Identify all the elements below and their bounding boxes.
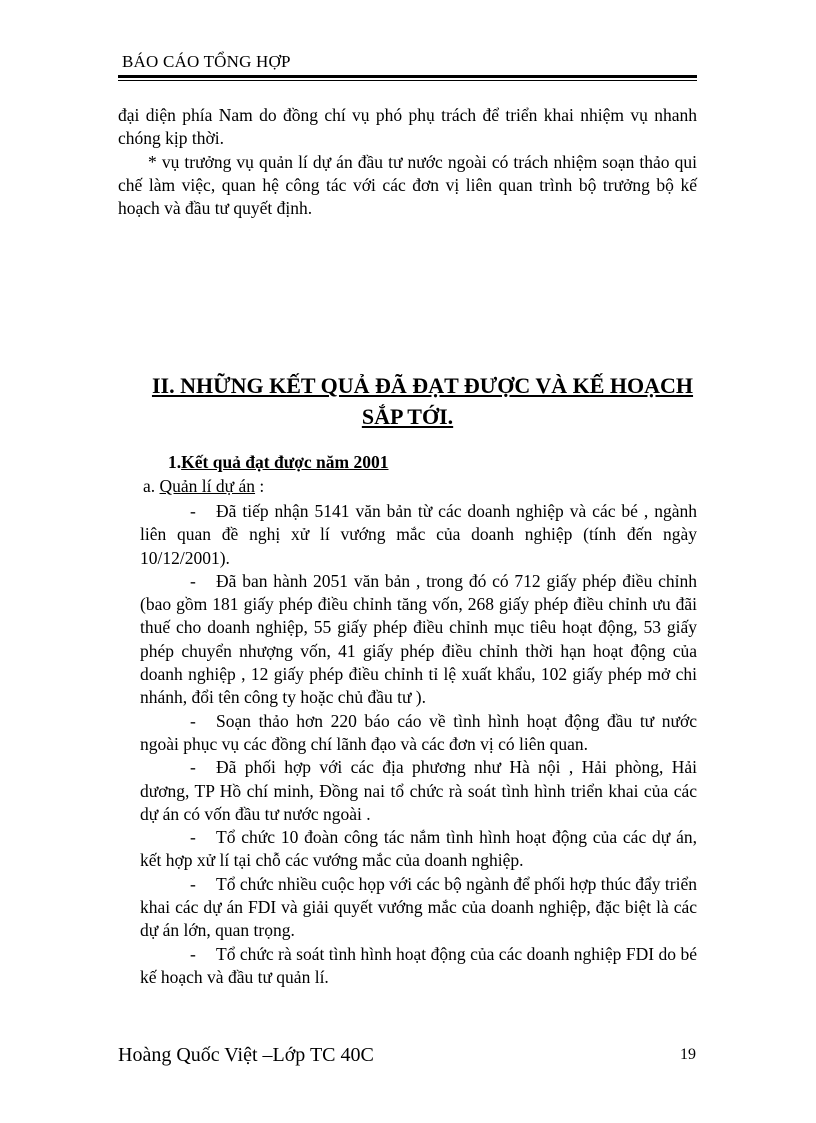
list-item [140, 756, 697, 826]
section-heading [118, 370, 697, 432]
section-heading-line-2: SẮP TỚI. [361, 404, 454, 429]
list-item [140, 943, 697, 990]
item-label-prefix: a. [143, 476, 160, 496]
list-item [140, 826, 697, 873]
page-number: 19 [680, 1046, 696, 1063]
section-heading-line-1: II. NHỮNG KẾT QUẢ ĐÃ ĐẠT ĐƯỢC VÀ KẾ HOẠCH [151, 373, 694, 398]
list-item [140, 570, 697, 710]
bullet-text: Tổ chức nhiều cuộc họp với các bộ ngành để phối hợp thúc đẩy triển khai các dự án FDI và giải quyết vướng mắc của doanh nghiệp, đặc biệt là các dự án lớn, quan trọng. [140, 873, 697, 941]
bullet-text: Tổ chức rà soát tình hình hoạt động của các doanh nghiệp FDI do bé kế hoạch và đầu tư quản lí. [140, 943, 697, 987]
intro-paragraph-1: đại diện phía Nam do đồng chí vụ phó phụ trách để triển khai nhiệm vụ nhanh chóng kịp thời. [118, 105, 697, 149]
header-rule-thin [118, 80, 697, 81]
bullet-dash: - [190, 501, 196, 521]
item-label-suffix: : [255, 476, 265, 496]
list-item [140, 710, 697, 757]
bullet-dash: - [190, 943, 196, 964]
bullet-dash: - [190, 757, 196, 778]
list-item [140, 873, 697, 943]
bullet-dash: - [190, 873, 196, 894]
bullet-text: Đã ban hành 2051 văn bản , trong đó có 712 giấy phép điều chỉnh (bao gồm 181 giấy phép điều chỉnh tăng vốn, 268 giấy phép điều chỉnh ưu đãi thuế cho doanh nghiệp, 55 giấy phép điều chỉnh mục tiêu hoạt động, 53 giấy phép chuyển nhượng vốn, 41 giấy phép điều chỉnh thời hạn hoạt động của doanh nghiệp , 12 giấy phép điều chỉnh tỉ lệ xuất khẩu, 102 giấy phép mở chi nhánh, đổi tên công ty hoặc chủ đầu tư ). [140, 570, 697, 708]
bullet-dash: - [190, 827, 196, 848]
sub-heading-title: Kết quả đạt được năm 2001 [181, 452, 389, 472]
intro-paragraph-2: * vụ trưởng vụ quản lí dự án đầu tư nước ngoài có trách nhiệm soạn thảo qui chế làm việc, quan hệ công tác với các đơn vị liên quan trình bộ trưởng bộ kế hoạch và đầu tư quyết định. [118, 151, 697, 219]
running-header-title: BÁO CÁO TỔNG HỢP [122, 52, 291, 71]
header-rule [118, 75, 697, 78]
intro-text [118, 104, 697, 220]
bullet-dash: - [190, 710, 196, 731]
list-item [140, 500, 697, 570]
bullet-text: Tổ chức 10 đoàn công tác nắm tình hình hoạt động của các dự án, kết hợp xử lí tại chỗ các vướng mắc của doanh nghiệp. [140, 827, 697, 871]
bullet-list [140, 500, 697, 989]
bullet-dash: - [190, 570, 196, 591]
bullet-text: Soạn thảo hơn 220 báo cáo về tình hình hoạt động đầu tư nước ngoài phục vụ các đồng chí lãnh đạo và các đơn vị có liên quan. [140, 710, 697, 754]
item-label-title: Quản lí dự án [159, 476, 256, 496]
footer-author: Hoàng Quốc Việt –Lớp TC 40C [118, 1044, 374, 1066]
item-label [143, 476, 264, 497]
sub-heading-number: 1. [168, 452, 182, 472]
bullet-text: Đã tiếp nhận 5141 văn bản từ các doanh nghiệp và các bé , ngành liên quan đề nghị xử lí vướng mắc của doanh nghiệp (tính đến ngày 10/12/2001). [140, 501, 697, 568]
sub-heading [168, 452, 389, 473]
bullet-text: Đã phối hợp với các địa phương như Hà nội , Hải phòng, Hải dương, TP Hồ chí minh, Đồng nai tổ chức rà soát tình hình triển khai của các dự án có vốn đầu tư nước ngoài . [140, 757, 697, 824]
